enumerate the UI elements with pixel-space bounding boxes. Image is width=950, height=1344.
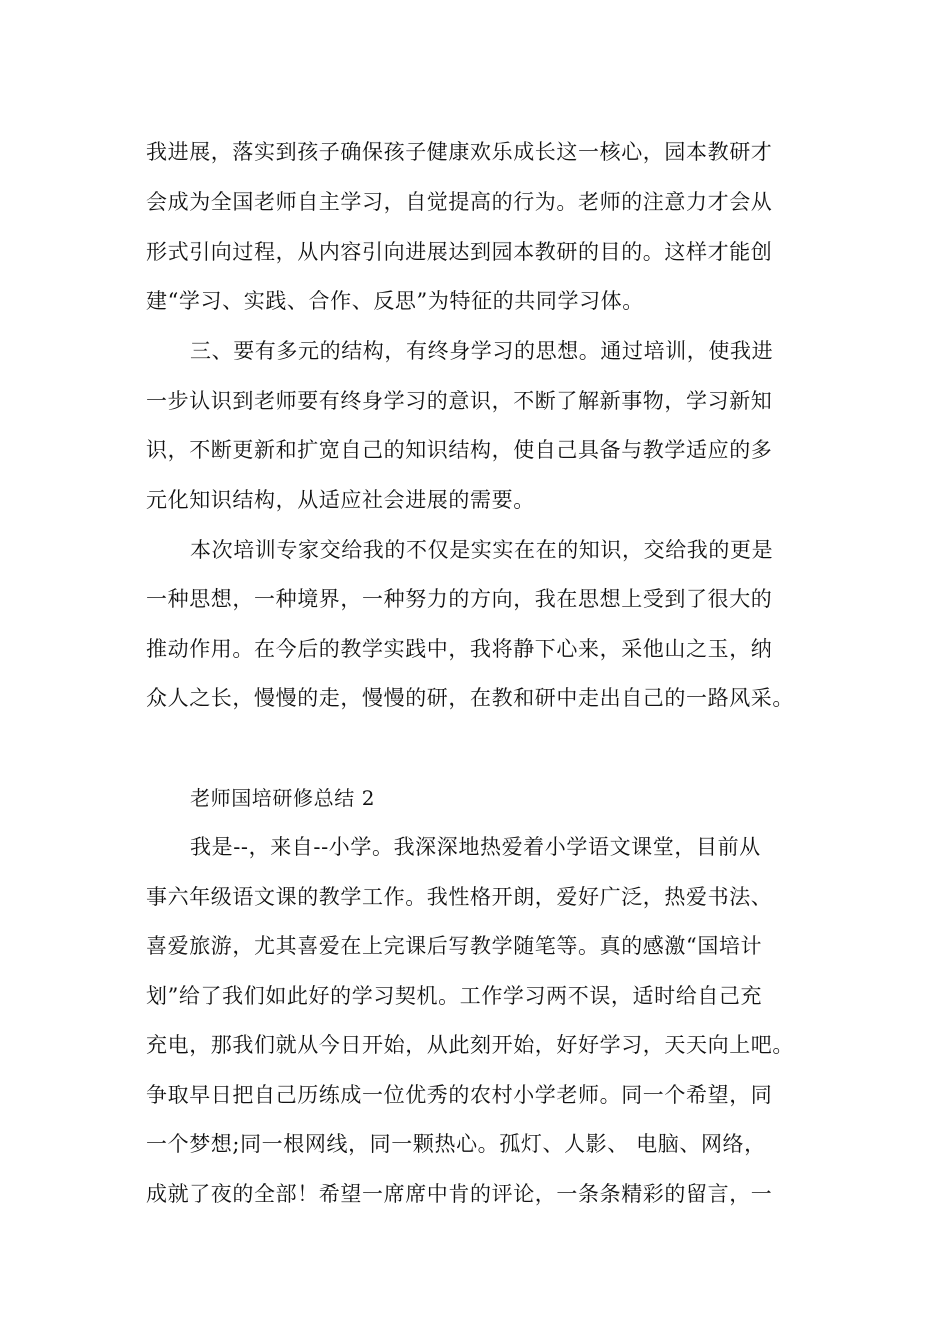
paragraph-line: 建“学习、实践、合作、反思”为特征的共同学习体。 [146, 289, 644, 313]
paragraph-line: 一步认识到老师要有终身学习的意识，不断了解新事物，学习新知 [146, 389, 773, 413]
paragraph-line: 推动作用。在今后的教学实践中，我将静下心来，采他山之玉，纳 [146, 637, 773, 661]
paragraph-line: 三、要有多元的结构，有终身学习的思想。通过培训，使我进 [190, 339, 774, 363]
paragraph-line: 我进展，落实到孩子确保孩子健康欢乐成长这一核心，园本教研才 [146, 140, 773, 164]
paragraph-line: 本次培训专家交给我的不仅是实实在在的知识，交给我的更是 [190, 538, 774, 562]
paragraph-line: 识，不断更新和扩宽自己的知识结构，使自己具备与教学适应的多 [146, 438, 773, 462]
paragraph-line: 事六年级语文课的教学工作。我性格开朗，爱好广泛，热爱书法、 [146, 885, 773, 909]
paragraph-line: 划”给了我们如此好的学习契机。工作学习两不误，适时给自己充 [146, 984, 763, 1008]
paragraph-line: 成就了夜的全部！希望一席席中肯的评论，一条条精彩的留言，一 [146, 1182, 773, 1206]
section-title: 老师国培研修总结 2 [190, 786, 376, 810]
paragraph-line: 充电，那我们就从今日开始，从此刻开始，好好学习，天天向上吧。 [146, 1033, 794, 1057]
paragraph-line: 一种思想，一种境界，一种努力的方向，我在思想上受到了很大的 [146, 587, 773, 611]
paragraph-line: 我是--，来自--小学。我深深地热爱着小学语文课堂，目前从 [190, 835, 761, 859]
paragraph-line: 元化知识结构，从适应社会进展的需要。 [146, 488, 535, 512]
paragraph-line: 喜爱旅游，尤其喜爱在上完课后写教学随笔等。真的感激“国培计 [146, 934, 763, 958]
paragraph-line: 会成为全国老师自主学习，自觉提高的行为。老师的注意力才会从 [146, 190, 773, 214]
paragraph-line: 争取早日把自己历练成一位优秀的农村小学老师。同一个希望，同 [146, 1083, 773, 1107]
paragraph-line: 形式引向过程，从内容引向进展达到园本教研的目的。这样才能创 [146, 240, 773, 264]
paragraph-line: 众人之长，慢慢的走，慢慢的研，在教和研中走出自己的一路风采。 [146, 686, 794, 710]
paragraph-line: 一个梦想;同一根网线，同一颗热心。孤灯、人影、 电脑、网络， [146, 1132, 766, 1156]
